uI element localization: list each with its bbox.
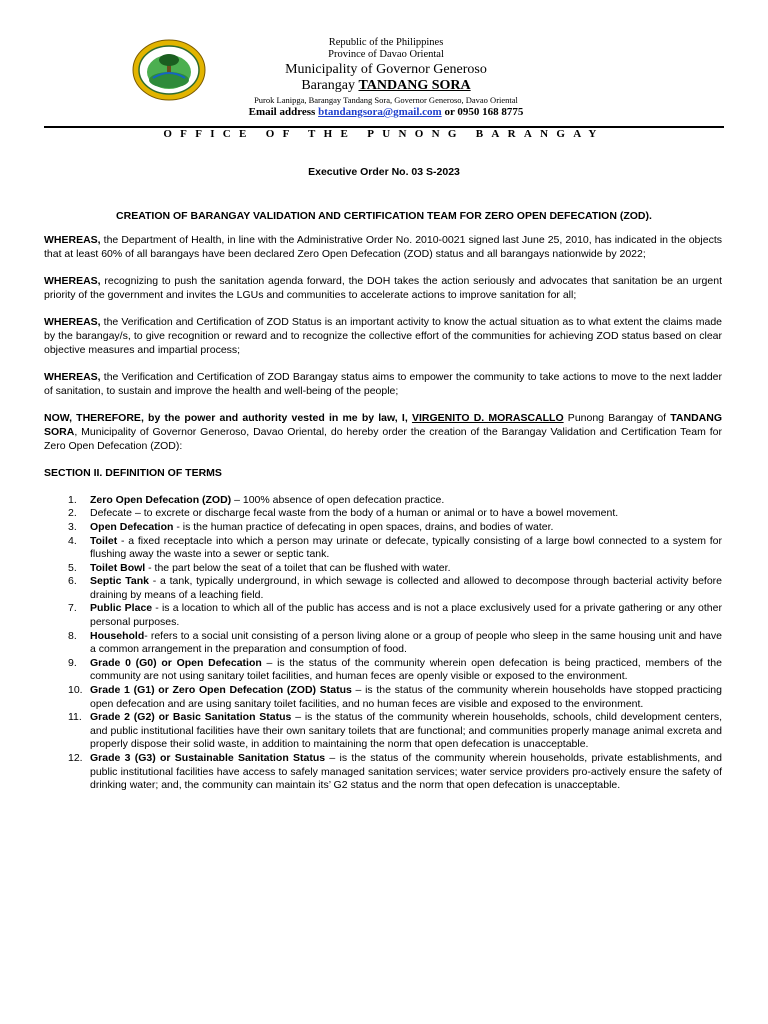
province-line: Province of Davao Oriental xyxy=(328,49,444,61)
now-therefore-mid: Punong Barangay of xyxy=(563,412,671,425)
whereas-lead: WHEREAS, xyxy=(44,234,101,246)
term-name: Household xyxy=(90,629,145,642)
whereas-lead: WHEREAS, xyxy=(44,275,101,288)
item-number: 5. xyxy=(68,561,77,574)
list-item xyxy=(44,575,722,602)
address-line: Purok Lanipga, Barangay Tandang Sora, Governor Generoso, Davao Oriental xyxy=(254,94,518,105)
phone-text: or 0950 168 8775 xyxy=(441,105,524,118)
whereas-text: the Department of Health, in line with the Administrative Order No. 2010-0021 signed last June 25, 2010, has indicated in the objects that at least 60% of all barangays have been declared Zero Open Defecation (ZOD) status and all barangays nationwide by 2022; xyxy=(44,234,722,260)
list-item xyxy=(44,752,722,793)
term-definition: – is the status of the community wherein open defecation is being practiced, members of the community are not using sanitary toilet facilities, and human feces are openly visible or exposed to the environment. xyxy=(90,656,722,683)
list-item xyxy=(44,535,722,562)
list-item xyxy=(44,521,722,535)
term-definition: – is the status of the community wherein households, private establishments, and public institutional facilities have access to safely managed sanitation services; water service providers pro-actively ensure the safety of drinking water; and, the community can maintain its’ G2 status and the norm that open defecation is unacceptable. xyxy=(90,752,723,792)
term-definition: - is the human practice of defecating in open spaces, drains, and bodies of water. xyxy=(173,520,554,533)
term-name: Public Place xyxy=(90,602,153,615)
item-number: 1. xyxy=(68,493,77,506)
now-therefore-lead: NOW, THEREFORE, by the power and authority vested in me by law, I, xyxy=(44,412,412,425)
term-name: Zero Open Defecation (ZOD) xyxy=(90,493,232,506)
item-number: 3. xyxy=(68,520,77,533)
term-definition: - the part below the seat of a toilet that can be flushed with water. xyxy=(145,561,451,574)
term-definition: - is a location to which all of the public has access and is not a place exclusively used for a private gathering or any other personal purposes. xyxy=(90,602,722,629)
item-number: 11. xyxy=(68,711,82,724)
term-definition: - a fixed receptacle into which a person may urinate or defecate, typically consisting of a large bowl connected to a system for flushing away the waste into a sewer or septic tank. xyxy=(90,534,722,561)
document-title: CREATION OF BARANGAY VALIDATION AND CERTIFICATION TEAM FOR ZERO OPEN DEFECATION (ZOD). xyxy=(116,210,652,222)
item-number: 12. xyxy=(68,752,83,764)
term-name: Toilet xyxy=(90,534,118,547)
punong-barangay-name: VIRGENITO D. MORASCALLO xyxy=(411,412,564,425)
list-item xyxy=(44,684,722,711)
item-number: 9. xyxy=(68,656,77,669)
municipality-line: Municipality of Governor Generoso xyxy=(285,61,487,77)
list-item xyxy=(44,657,722,684)
definition-list xyxy=(44,494,722,793)
term-definition: Defecate – to excrete or discharge fecal waste from the body of a human or animal or to have a bowel movement. xyxy=(90,507,619,520)
term-name: Grade 0 (G0) or Open Defecation xyxy=(90,656,262,669)
whereas-lead: WHEREAS, xyxy=(44,371,101,384)
term-name: Septic Tank xyxy=(90,575,149,588)
list-item xyxy=(44,711,722,752)
barangay-name: TANDANG SORA xyxy=(358,78,471,94)
list-item xyxy=(44,602,722,629)
list-item xyxy=(44,494,722,508)
whereas-lead: WHEREAS, xyxy=(44,316,101,329)
whereas-clause xyxy=(44,316,722,357)
executive-order-number: Executive Order No. 03 S-2023 xyxy=(308,166,460,178)
item-number: 6. xyxy=(68,575,77,588)
whereas-clause xyxy=(44,275,722,302)
list-item xyxy=(44,507,722,521)
term-definition: – is the status of the community wherein households, schools, child development centers, and public institutional facilities have their own sanitary toilets that are functional; and communities properly manage animal excreta and properly dispose their solid waste, in addition to maintaining the norm that open defecation is unacceptable. xyxy=(90,711,722,751)
list-item xyxy=(44,630,722,657)
office-title: OFFICE OF THE PUNONG BARANGAY xyxy=(163,128,605,140)
barangay-prefix: Barangay xyxy=(301,78,359,94)
now-therefore-clause xyxy=(44,412,722,453)
now-therefore-rest: , Municipality of Governor Generoso, Davao Oriental, do hereby order the creation of the Barangay Validation and Certification Team for Zero Open Defecation (ZOD): xyxy=(44,425,722,452)
list-item xyxy=(44,562,722,576)
letterhead xyxy=(226,37,546,119)
now-therefore-barangay: TANDANG SORA xyxy=(44,412,722,438)
republic-line: Republic of the Philippines xyxy=(328,37,444,48)
term-name: Grade 2 (G2) or Basic Sanitation Status xyxy=(90,711,292,724)
document-body xyxy=(44,234,722,793)
term-definition: – 100% absence of open defecation practice. xyxy=(231,493,445,506)
term-definition: - refers to a social unit consisting of a person living alone or a group of people who sleep in the same housing unit and have a common arrangement in the preparation and consumption of food. xyxy=(90,629,722,656)
whereas-text: recognizing to push the sanitation agenda forward, the DOH takes the action seriously and advocates that sanitation be an urgent priority of the government and invites the LGUs and communities to accelerate actions to improve sanitation for all; xyxy=(44,275,722,301)
term-definition: - a tank, typically underground, in which sewage is collected and allowed to decompose through bacterial activity before draining by means of a leaching field. xyxy=(90,575,723,601)
term-name: Open Defecation xyxy=(90,520,174,533)
whereas-text: the Verification and Certification of ZOD Status is an important activity to know the actual situation as to what extent the claims made by the barangay/s, to give recognition or reward and to recognize the collective effort of the communities for achieving ZOD status based on clear objective measures and impartial process; xyxy=(44,316,722,356)
barangay-seal-icon xyxy=(131,38,207,102)
barangay-line xyxy=(226,78,546,95)
section-heading: SECTION II. DEFINITION OF TERMS xyxy=(44,467,222,480)
whereas-clause xyxy=(44,234,722,261)
contact-line xyxy=(226,106,546,119)
term-name: Grade 3 (G3) or Sustainable Sanitation Status xyxy=(90,752,326,764)
item-number: 8. xyxy=(68,629,77,642)
term-definition: – is the status of the community wherein households have stopped practicing open defecation and are using sanitary toilet facilities, and no human feces are visible and exposed to the environment. xyxy=(90,684,722,710)
item-number: 7. xyxy=(68,602,77,615)
item-number: 10. xyxy=(68,684,83,697)
item-number: 4. xyxy=(68,534,77,547)
term-name: Grade 1 (G1) or Zero Open Defecation (ZOD) Status xyxy=(90,684,352,697)
email-label: Email address xyxy=(248,105,319,118)
item-number: 2. xyxy=(68,507,77,520)
email-link[interactable]: btandangsora@gmail.com xyxy=(318,105,442,118)
term-name: Toilet Bowl xyxy=(90,561,146,574)
whereas-text: the Verification and Certification of ZOD Barangay status aims to empower the community to take actions to move to the next ladder of sanitation, to sustain and improve the health and well-being of the people; xyxy=(44,371,722,397)
whereas-clause xyxy=(44,371,722,398)
